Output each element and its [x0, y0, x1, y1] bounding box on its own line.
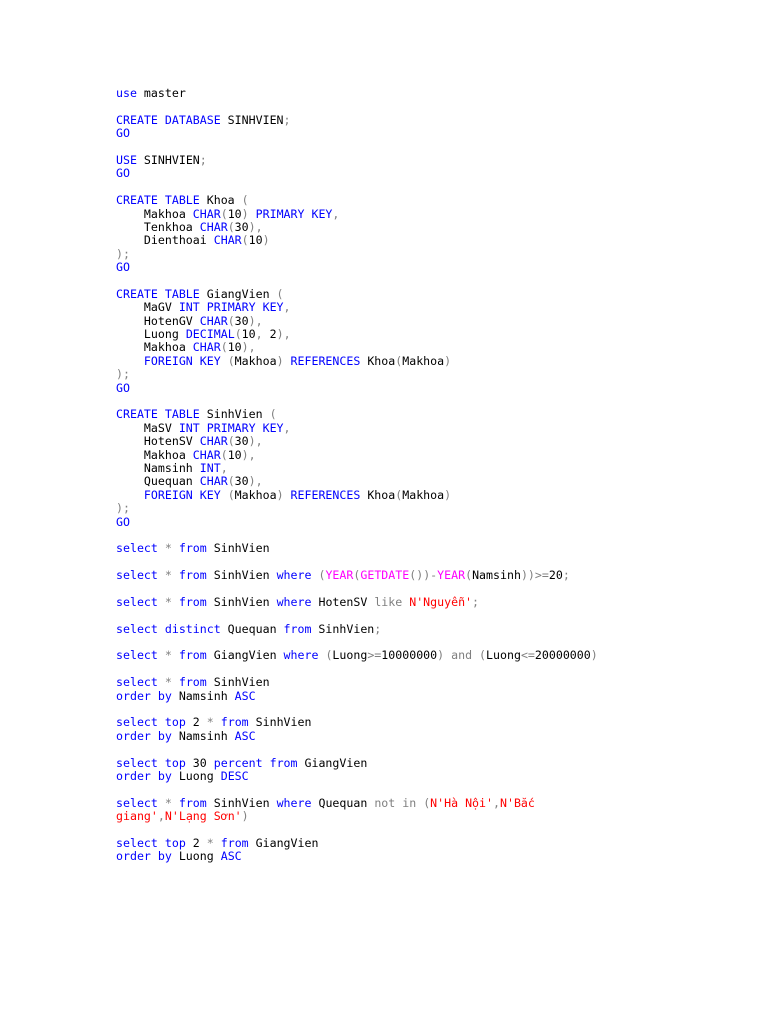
code-token: GiangVien: [199, 286, 277, 301]
code-token: ,: [157, 809, 165, 824]
code-line: [116, 167, 716, 180]
code-token: use: [116, 86, 137, 100]
code-line: [116, 810, 716, 823]
code-token: Khoa: [199, 193, 242, 208]
code-token: INT PRIMARY KEY: [178, 420, 284, 435]
code-token: SINHVIEN: [220, 112, 284, 127]
code-token: [158, 796, 165, 810]
code-token: (: [241, 193, 249, 208]
code-line: [116, 114, 716, 127]
code-token: [158, 648, 165, 662]
code-token: ): [241, 809, 249, 824]
code-token: *: [206, 835, 214, 850]
code-token: YEAR: [437, 568, 466, 583]
code-line: [116, 770, 716, 783]
code-token: from: [269, 755, 298, 770]
code-token: ;: [562, 568, 570, 583]
code-line: [116, 757, 716, 770]
code-line: [116, 261, 716, 274]
code-token: Luong: [171, 768, 221, 783]
code-token: DECIMAL: [185, 327, 235, 342]
code-token: ())-: [409, 568, 438, 583]
code-token: ,: [283, 420, 291, 435]
code-token: [172, 648, 179, 662]
code-token: [172, 541, 179, 555]
code-token: select distinct: [116, 621, 221, 636]
code-token: ASC: [234, 688, 256, 703]
code-token: from: [220, 715, 249, 730]
code-token: CREATE TABLE: [116, 286, 200, 301]
code-token: 10: [227, 447, 242, 462]
code-token: INT PRIMARY KEY: [178, 300, 284, 315]
code-token: 20000000: [534, 648, 591, 663]
code-token: [249, 207, 256, 221]
code-token: where: [276, 594, 312, 609]
code-token: order by: [116, 768, 172, 783]
code-token: from: [178, 675, 207, 690]
code-token: SinhVien: [248, 715, 312, 730]
blank-line: [116, 556, 716, 569]
code-line: [116, 208, 716, 221]
code-token: SinhVien: [206, 675, 270, 690]
code-token: CHAR: [199, 313, 228, 328]
code-token: ,: [332, 206, 340, 221]
code-token: ): [590, 648, 598, 663]
blank-line: [116, 100, 716, 113]
code-token: CHAR: [192, 340, 221, 355]
code-token: order by: [116, 688, 172, 703]
code-token: [172, 568, 179, 582]
code-token: SinhVien: [206, 568, 277, 583]
code-token: ): [241, 206, 249, 221]
code-token: (: [269, 407, 277, 422]
code-token: (: [227, 487, 235, 502]
code-token: Makhoa: [234, 487, 277, 502]
code-token: ,: [220, 460, 228, 475]
code-token: [221, 488, 228, 502]
code-token: >=: [367, 648, 382, 663]
code-token: [158, 675, 165, 689]
code-line: [116, 690, 716, 703]
code-token: SinhVien: [199, 407, 270, 422]
code-token: 20: [548, 568, 563, 583]
code-token: (: [465, 568, 473, 583]
code-token: (: [241, 233, 249, 248]
code-line: [116, 422, 716, 435]
code-token: [263, 756, 270, 770]
code-token: N'Nguyễn': [409, 594, 473, 609]
code-line: [116, 730, 716, 743]
code-token: from: [178, 568, 207, 583]
code-token: Tenkhoa: [116, 219, 200, 234]
code-token: ),: [241, 340, 256, 355]
code-token: ): [437, 648, 445, 663]
blank-line: [116, 274, 716, 287]
code-token: *: [164, 795, 172, 810]
code-token: Namsinh: [171, 688, 235, 703]
code-token: from: [178, 795, 207, 810]
code-token: ASC: [220, 849, 242, 864]
code-line: [116, 328, 716, 341]
code-token: ;: [283, 112, 291, 127]
code-token: (: [395, 487, 403, 502]
code-token: ,: [283, 300, 291, 315]
code-token: SINHVIEN: [136, 152, 200, 167]
code-line: [116, 489, 716, 502]
blank-line: [116, 636, 716, 649]
code-token: Dienthoai: [116, 233, 214, 248]
code-token: GO: [116, 514, 130, 529]
code-line: [116, 435, 716, 448]
code-token: ),: [241, 447, 256, 462]
code-token: select: [116, 568, 158, 583]
code-token: ),: [248, 474, 263, 489]
code-token: N'Bắc: [499, 795, 535, 810]
code-line: [116, 716, 716, 729]
sql-code-document: [116, 87, 716, 864]
code-line: [116, 315, 716, 328]
code-line: [116, 837, 716, 850]
code-token: Quequan: [311, 795, 375, 810]
code-token: Makhoa: [116, 340, 193, 355]
code-token: (: [318, 568, 326, 583]
code-line: [116, 355, 716, 368]
code-token: [172, 796, 179, 810]
code-token: ),: [248, 313, 263, 328]
code-token: GO: [116, 166, 130, 181]
code-token: select: [116, 541, 158, 556]
code-token: HotenSV: [116, 434, 200, 449]
blank-line: [116, 609, 716, 622]
code-token: [116, 354, 144, 368]
code-token: Khoa: [360, 353, 396, 368]
code-token: (: [227, 474, 235, 489]
code-token: GiangVien: [248, 835, 319, 850]
code-token: FOREIGN KEY: [143, 353, 221, 368]
code-token: FOREIGN KEY: [143, 487, 221, 502]
code-line: [116, 127, 716, 140]
code-token: DESC: [220, 768, 249, 783]
code-token: (: [220, 340, 228, 355]
code-token: ;: [374, 621, 382, 636]
code-token: HotenGV: [116, 313, 200, 328]
code-token: 10: [227, 206, 242, 221]
code-token: Quequan: [220, 621, 284, 636]
code-token: like: [374, 594, 403, 609]
code-token: from: [220, 835, 249, 850]
code-token: (: [227, 353, 235, 368]
code-token: (: [353, 568, 361, 583]
code-line: [116, 368, 716, 381]
code-token: ASC: [234, 728, 256, 743]
code-token: N'Lạng Sơn': [164, 809, 242, 824]
code-token: 30: [234, 434, 249, 449]
code-token: select: [116, 675, 158, 690]
code-token: from: [178, 594, 207, 609]
code-line: [116, 248, 716, 261]
code-token: YEAR: [325, 568, 354, 583]
code-token: CHAR: [199, 434, 228, 449]
code-token: [284, 354, 291, 368]
code-token: SinhVien: [206, 541, 270, 556]
code-token: *: [164, 541, 172, 556]
code-token: 30: [234, 313, 249, 328]
code-token: MaSV: [116, 420, 179, 435]
code-line: [116, 596, 716, 609]
code-token: [116, 488, 144, 502]
code-token: Namsinh: [116, 460, 200, 475]
code-token: ,: [255, 327, 263, 342]
code-token: Makhoa: [116, 206, 193, 221]
code-token: ): [276, 353, 284, 368]
code-token: GO: [116, 380, 130, 395]
code-token: 30: [185, 755, 214, 770]
code-token: 30: [234, 474, 249, 489]
code-line: [116, 221, 716, 234]
code-token: GETDATE: [360, 568, 410, 583]
code-token: where: [276, 568, 312, 583]
code-line: [116, 676, 716, 689]
code-token: );: [116, 367, 130, 382]
code-token: [172, 675, 179, 689]
code-token: CHAR: [192, 447, 221, 462]
code-token: select: [116, 648, 158, 663]
code-line: [116, 288, 716, 301]
code-line: [116, 408, 716, 421]
code-token: [158, 568, 165, 582]
blank-line: [116, 582, 716, 595]
code-token: Namsinh: [171, 728, 235, 743]
code-line: [116, 87, 716, 100]
code-token: MaGV: [116, 300, 179, 315]
code-token: from: [178, 541, 207, 556]
code-token: SinhVien: [206, 594, 277, 609]
blank-line: [116, 823, 716, 836]
code-token: Makhoa: [402, 353, 445, 368]
code-token: not in: [374, 795, 417, 810]
code-line: [116, 194, 716, 207]
code-token: 10: [227, 340, 242, 355]
code-token: SinhVien: [311, 621, 375, 636]
code-token: Makhoa: [116, 447, 193, 462]
code-token: CHAR: [199, 219, 228, 234]
code-token: select top: [116, 755, 186, 770]
code-token: *: [164, 648, 172, 663]
code-token: *: [164, 568, 172, 583]
code-line: [116, 516, 716, 529]
code-token: select top: [116, 715, 186, 730]
code-line: [116, 542, 716, 555]
code-token: CHAR: [199, 474, 228, 489]
code-line: [116, 797, 716, 810]
code-token: 2: [262, 327, 277, 342]
code-token: (: [325, 648, 333, 663]
code-line: [116, 301, 716, 314]
code-token: );: [116, 246, 130, 261]
code-token: 10: [248, 233, 263, 248]
code-token: ): [276, 487, 284, 502]
code-token: CREATE DATABASE: [116, 112, 221, 127]
code-token: from: [283, 621, 312, 636]
code-token: Luong: [171, 849, 221, 864]
code-token: ): [444, 487, 452, 502]
code-token: select top: [116, 835, 186, 850]
code-token: [284, 488, 291, 502]
code-token: ): [444, 353, 452, 368]
code-token: *: [164, 675, 172, 690]
code-token: GO: [116, 260, 130, 275]
code-token: Makhoa: [402, 487, 445, 502]
code-token: N'Hà Nội': [430, 795, 493, 810]
blank-line: [116, 703, 716, 716]
code-token: (: [479, 648, 487, 663]
code-token: CREATE TABLE: [116, 193, 200, 208]
blank-line: [116, 783, 716, 796]
code-token: (: [227, 434, 235, 449]
code-token: ))>=: [520, 568, 549, 583]
code-token: PRIMARY KEY: [255, 206, 333, 221]
code-line: [116, 154, 716, 167]
code-token: master: [136, 86, 186, 100]
code-token: REFERENCES: [290, 487, 361, 502]
code-token: (: [220, 447, 228, 462]
blank-line: [116, 743, 716, 756]
blank-line: [116, 181, 716, 194]
code-token: Luong: [332, 648, 368, 663]
code-token: order by: [116, 849, 172, 864]
code-token: GiangVien: [206, 648, 284, 663]
code-token: ),: [248, 434, 263, 449]
code-line: [116, 649, 716, 662]
code-token: 2: [185, 835, 207, 850]
code-token: [221, 354, 228, 368]
blank-line: [116, 395, 716, 408]
code-token: Makhoa: [234, 353, 277, 368]
code-token: where: [283, 648, 319, 663]
code-token: SinhVien: [206, 795, 277, 810]
code-token: GO: [116, 126, 130, 141]
code-token: [158, 595, 165, 609]
code-token: where: [276, 795, 312, 810]
code-token: (: [227, 219, 235, 234]
code-token: (: [220, 206, 228, 221]
code-token: [472, 648, 479, 662]
code-token: select: [116, 795, 158, 810]
code-token: Luong: [486, 648, 521, 663]
code-token: ),: [276, 327, 291, 342]
code-token: percent: [213, 755, 263, 770]
code-line: [116, 462, 716, 475]
code-token: giang': [116, 809, 158, 824]
code-token: CHAR: [213, 233, 242, 248]
code-token: from: [178, 648, 207, 663]
code-token: [172, 595, 179, 609]
code-line: [116, 382, 716, 395]
code-token: ;: [199, 152, 207, 167]
code-token: GiangVien: [297, 755, 368, 770]
code-token: select: [116, 594, 158, 609]
code-token: CHAR: [192, 206, 221, 221]
code-line: [116, 850, 716, 863]
code-token: ),: [248, 219, 263, 234]
code-token: 10000000: [381, 648, 438, 663]
code-token: 10: [241, 327, 256, 342]
code-token: Khoa: [360, 487, 396, 502]
blank-line: [116, 141, 716, 154]
code-token: (: [276, 286, 284, 301]
code-line: [116, 449, 716, 462]
code-token: Quequan: [116, 474, 200, 489]
code-token: order by: [116, 728, 172, 743]
code-token: 2: [185, 715, 207, 730]
code-token: INT: [199, 460, 221, 475]
code-token: *: [206, 715, 214, 730]
code-token: [214, 836, 221, 850]
blank-line: [116, 663, 716, 676]
code-token: Namsinh: [472, 568, 521, 583]
code-token: REFERENCES: [290, 353, 361, 368]
code-token: USE: [116, 152, 137, 167]
code-token: ;: [472, 594, 480, 609]
code-token: ,: [493, 795, 500, 810]
code-token: Luong: [116, 327, 186, 342]
code-token: <=: [520, 648, 535, 663]
code-token: and: [451, 648, 473, 663]
code-token: 30: [234, 219, 249, 234]
code-token: (: [227, 313, 235, 328]
code-token: CREATE TABLE: [116, 407, 200, 422]
code-token: );: [116, 501, 130, 516]
code-token: [214, 715, 221, 729]
code-token: (: [395, 353, 403, 368]
code-token: (: [423, 795, 431, 810]
code-line: [116, 502, 716, 515]
blank-line: [116, 529, 716, 542]
code-line: [116, 569, 716, 582]
code-token: ): [262, 233, 270, 248]
code-line: [116, 475, 716, 488]
code-line: [116, 341, 716, 354]
code-token: [158, 541, 165, 555]
code-line: [116, 234, 716, 247]
code-token: HotenSV: [311, 594, 375, 609]
code-line: [116, 623, 716, 636]
code-token: *: [164, 594, 172, 609]
code-token: (: [234, 327, 242, 342]
